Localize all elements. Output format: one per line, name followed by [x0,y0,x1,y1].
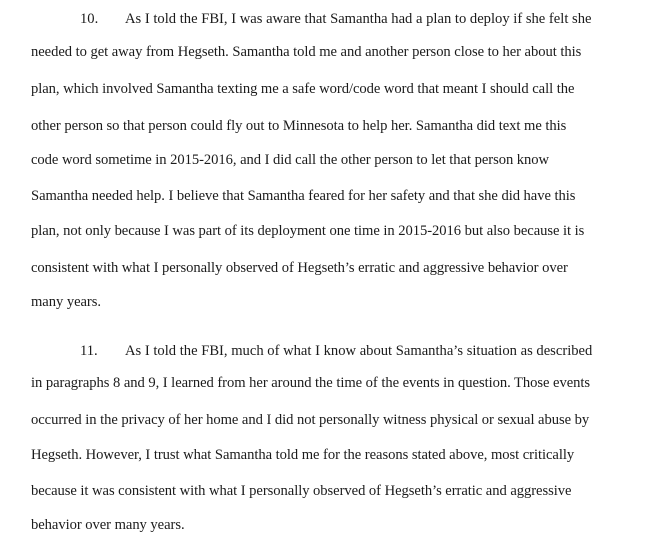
paragraph-line: other person so that person could fly out to Minnesota to help her. Samantha did text me this [31,118,567,134]
paragraph-line: behavior over many years. [31,517,185,533]
paragraph-line: plan, not only because I was part of its deployment one time in 2015-2016 but also because it is [31,223,585,239]
paragraph-line: plan, which involved Samantha texting me a safe word/code word that meant I should call the [31,81,575,97]
paragraph-line: in paragraphs 8 and 9, I learned from her around the time of the events in question. Those events [31,375,591,391]
paragraph-line: because it was consistent with what I personally observed of Hegseth’s erratic and aggressive [31,483,572,499]
paragraph-line: needed to get away from Hegseth. Samantha told me and another person close to her about this [31,44,582,60]
paragraph-number: 10. [80,11,99,27]
paragraph-line: consistent with what I personally observed of Hegseth’s erratic and aggressive behavior over [31,260,568,276]
paragraph-line: As I told the FBI, much of what I know about Samantha’s situation as described [125,343,593,359]
paragraph-number: 11. [80,343,98,359]
paragraph-line: many years. [31,294,101,310]
paragraph-line: occurred in the privacy of her home and I did not personally witness physical or sexual abuse by [31,412,590,428]
paragraph-line: code word sometime in 2015-2016, and I did call the other person to let that person know [31,152,550,168]
paragraph-line: As I told the FBI, I was aware that Samantha had a plan to deploy if she felt she [125,11,592,27]
paragraph-line: Hegseth. However, I trust what Samantha told me for the reasons stated above, most critically [31,447,575,463]
paragraph-line: Samantha needed help. I believe that Samantha feared for her safety and that she did have this [31,188,576,204]
